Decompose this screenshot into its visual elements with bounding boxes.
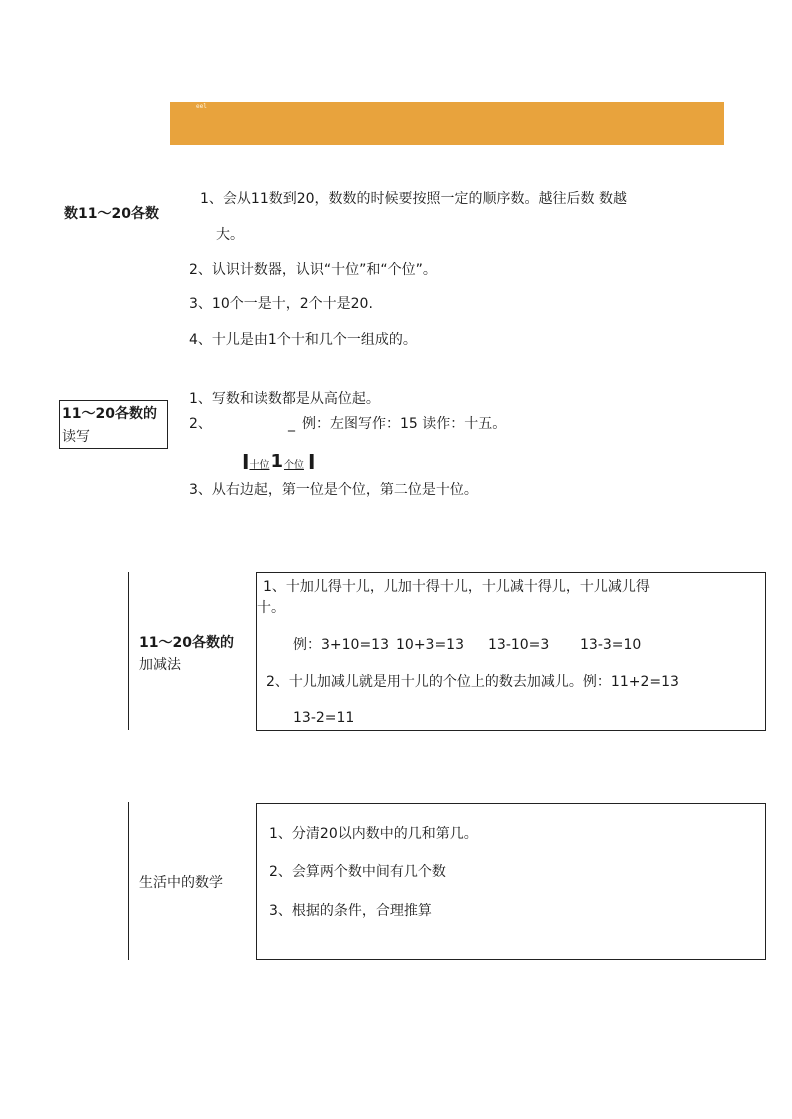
section3-title-line2: 加减法 [139, 657, 181, 673]
section4-item1: 1、分清20以内数中的几和第几。 [269, 826, 478, 842]
section3-content-box [256, 572, 766, 731]
section4-item3: 3、根据的条件，合理推算 [269, 903, 432, 919]
ones-place-label: 个位 [283, 460, 304, 471]
section2-item3: 3、从右边起，第一位是个位，第二位是十位。 [189, 482, 478, 498]
section4-item2: 2、会算两个数中间有几个数 [269, 864, 446, 880]
section3-example-3: 13-10=3 [488, 637, 550, 653]
section3-line1: 1、十加儿得十儿，儿加十得十儿，十儿减十得儿，十儿减儿得 [263, 579, 650, 595]
header-banner [170, 102, 724, 145]
section3-divider [128, 572, 129, 730]
section3-example-4: 13-3=10 [580, 637, 642, 653]
tens-place-label: 十位 [249, 460, 270, 471]
section1-item4: 4、十儿是由1个十和几个一组成的。 [189, 332, 417, 348]
place-divider-left: I [242, 450, 250, 474]
section3-example-2: 10+3=13 [396, 637, 464, 653]
section3-line2-cont: 13-2=11 [293, 710, 355, 726]
section4-title: 生活中的数学 [139, 875, 223, 891]
section2-item2-blank: _ [288, 416, 295, 432]
section4-content-box [256, 803, 766, 960]
section2-title-line2: 读写 [62, 429, 90, 445]
place-value-chart [242, 452, 315, 472]
section3-example-1: 例：3+10=13 [293, 637, 389, 653]
section1-item2: 2、认识计数器，认识“十位”和“个位”。 [189, 262, 437, 278]
banner-text: eel [196, 103, 207, 110]
section1-title: 数11～20各数 [64, 206, 159, 222]
place-divider-right: I [307, 450, 316, 474]
section1-item3: 3、10个一是十，2个十是20. [189, 296, 373, 312]
section2-title-line1: 11～20各数的 [62, 406, 157, 422]
section3-title-line1: 11～20各数的 [139, 635, 234, 651]
section2-item2-example: 例：左图写作：15 读作：十五。 [302, 416, 507, 432]
tens-digit: 1 [270, 451, 283, 472]
section4-divider [128, 802, 129, 960]
section2-item1: 1、写数和读数都是从高位起。 [189, 391, 380, 407]
section2-title-box [59, 400, 168, 449]
section3-line1-cont: 十。 [257, 600, 285, 616]
section2-item2-prefix: 2、 [189, 416, 212, 432]
section3-line2: 2、十儿加减儿就是用十儿的个位上的数去加减儿。例：11+2=13 [266, 674, 679, 690]
section1-item1-cont: 大。 [216, 227, 244, 243]
section1-item1: 1、会从11数到20，数数的时候要按照一定的顺序数。越往后数 数越 [200, 191, 627, 207]
